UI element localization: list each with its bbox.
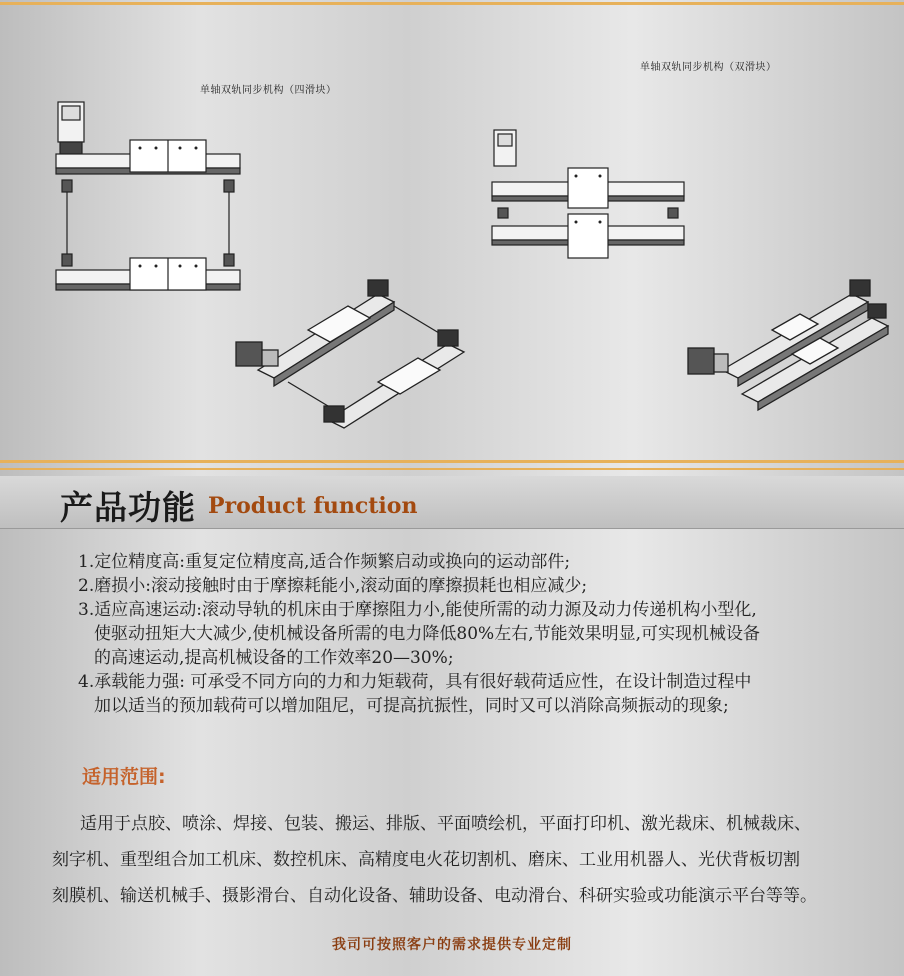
scope-title: 适用范围: bbox=[82, 766, 166, 788]
feature-list bbox=[78, 550, 858, 718]
two-slider-top-view bbox=[488, 126, 688, 266]
top-divider bbox=[0, 2, 904, 5]
feature-item-3-cont-2: 的高速运动,提高机械设备的工作效率20—30%; bbox=[94, 648, 454, 668]
custom-service-note: 我司可按照客户的需求提供专业定制 bbox=[332, 937, 572, 953]
scope-line-1: 适用于点胶、喷涂、焊接、包装、搬运、排版、平面喷绘机，平面打印机、激光裁床、机械裁床、 bbox=[80, 814, 811, 834]
feature-item-3-cont-1: 使驱动扭矩大大减少,使机械设备所需的电力降低80%左右,节能效果明显,可实现机械设备 bbox=[94, 624, 760, 644]
feature-item-3: 3.适应高速运动:滚动导轨的机床由于摩擦阻力小,能使所需的动力源及动力传递机构小型化, bbox=[78, 600, 757, 620]
four-slider-top-view bbox=[48, 94, 248, 294]
four-slider-iso-view bbox=[228, 270, 478, 430]
caption-two-slider: 单轴双轨同步机构（双滑块） bbox=[640, 62, 777, 73]
caption-four-slider: 单轴双轨同步机构（四滑块） bbox=[200, 85, 337, 96]
two-slider-iso-view bbox=[682, 270, 892, 420]
scope-line-2: 刻字机、重型组合加工机床、数控机床、高精度电火花切割机、磨床、工业用机器人、光伏背板切割 bbox=[52, 850, 800, 870]
feature-item-1: 1.定位精度高:重复定位精度高,适合作频繁启动或换向的运动部件; bbox=[78, 552, 571, 572]
section-title-en: Product function bbox=[208, 493, 418, 519]
feature-item-4: 4.承载能力强: 可承受不同方向的力和力矩载荷，具有很好载荷适应性，在设计制造过程中 bbox=[78, 672, 752, 692]
scope-line-3: 刻膜机、输送机械手、摄影滑台、自动化设备、辅助设备、电动滑台、科研实验或功能演示平台等等。 bbox=[52, 886, 817, 906]
section-divider-inner bbox=[0, 468, 904, 470]
feature-item-4-cont: 加以适当的预加载荷可以增加阻尼，可提高抗振性，同时又可以消除高频振动的现象; bbox=[94, 696, 729, 716]
section-divider-top bbox=[0, 460, 904, 463]
feature-item-2: 2.磨损小:滚动接触时由于摩擦耗能小,滚动面的摩擦损耗也相应减少; bbox=[78, 576, 588, 596]
scope-text bbox=[52, 806, 882, 914]
section-title-cn: 产品功能 bbox=[60, 488, 196, 527]
mechanism-diagrams bbox=[0, 8, 904, 460]
